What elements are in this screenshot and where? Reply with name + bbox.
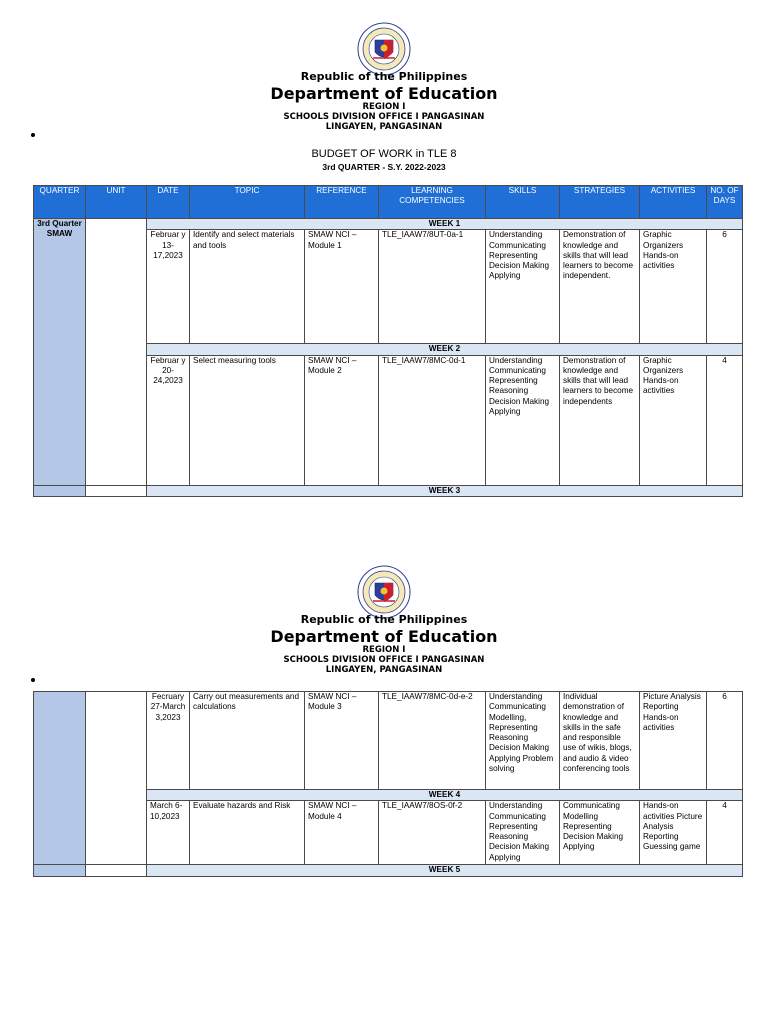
week-row [34, 219, 743, 230]
reference-cell: SMAW NCI – Module 1 [305, 230, 379, 344]
republic-heading: Republic of the Philippines [300, 613, 468, 626]
unit-cell [86, 219, 147, 486]
col-date: DATE [147, 186, 190, 219]
week-label: WEEK 1 [147, 219, 743, 230]
budget-of-work-table-continued [33, 691, 743, 877]
col-reference: REFERENCE [305, 186, 379, 219]
table-header-row [34, 186, 743, 219]
division-heading: SCHOOLS DIVISION OFFICE I PANGASINAN [283, 112, 485, 122]
competency-cell: TLE_IAAW7/8OS-0f-2 [379, 801, 486, 865]
date-cell: Februar y 20-24,2023 [147, 355, 190, 485]
skills-cell: Understanding Communicating Representing Reasoning Decision Making Applying [486, 355, 560, 485]
days-cell: 6 [707, 692, 743, 790]
activities-cell: Graphic Organizers Hands-on activities [640, 230, 707, 344]
strategies-cell: Individual demonstration of knowledge and skills in the safe and responsible use of wikis, blogs, and audio & video conferencing tools [560, 692, 640, 790]
region-heading: REGION I [362, 102, 406, 112]
strategies-cell: Demonstration of knowledge and skills that will lead learners to become independents [560, 355, 640, 485]
table-row [34, 692, 743, 790]
quarter-cell: 3rd Quarter SMAW [34, 219, 86, 486]
date-cell: Februar y 13-17,2023 [147, 230, 190, 344]
topic-cell: Select measuring tools [190, 355, 305, 485]
col-skills: SKILLS [486, 186, 560, 219]
page-2 [0, 540, 768, 1024]
bullet-marker [31, 678, 35, 682]
unit-cell [86, 485, 147, 496]
competency-cell: TLE_IAAW7/8MC-0d-1 [379, 355, 486, 485]
document-title: BUDGET OF WORK in TLE 8 [311, 148, 457, 160]
department-heading: Department of Education [270, 627, 498, 646]
location-heading: LINGAYEN, PANGASINAN [325, 122, 443, 132]
reference-cell: SMAW NCI – Module 3 [305, 692, 379, 790]
republic-heading: Republic of the Philippines [300, 70, 468, 83]
col-topic: TOPIC [190, 186, 305, 219]
region-heading: REGION I [362, 645, 406, 655]
days-cell: 6 [707, 230, 743, 344]
location-heading: LINGAYEN, PANGASINAN [325, 665, 443, 675]
col-activities: ACTIVITIES [640, 186, 707, 219]
competency-cell: TLE_IAAW7/8MC-0d-e-2 [379, 692, 486, 790]
reference-cell: SMAW NCI – Module 2 [305, 355, 379, 485]
activities-cell: Graphic Organizers Hands-on activities [640, 355, 707, 485]
deped-seal-icon [357, 22, 411, 76]
days-cell: 4 [707, 355, 743, 485]
col-competencies: LEARNING COMPETENCIES [379, 186, 486, 219]
unit-cell [86, 692, 147, 865]
quarter-cell [34, 865, 86, 876]
col-quarter: QUARTER [34, 186, 86, 219]
col-strategies: STRATEGIES [560, 186, 640, 219]
week-label: WEEK 2 [147, 344, 743, 355]
document-subtitle: 3rd QUARTER - S.Y. 2022-2023 [322, 162, 446, 172]
week-row [34, 865, 743, 876]
col-unit: UNIT [86, 186, 147, 219]
strategies-cell: Demonstration of knowledge and skills that will lead learners to become independent. [560, 230, 640, 344]
deped-seal-icon [357, 565, 411, 619]
week-label: WEEK 4 [147, 790, 743, 801]
activities-cell: Hands-on activities Picture Analysis Reporting Guessing game [640, 801, 707, 865]
days-cell: 4 [707, 801, 743, 865]
skills-cell: Understanding Communicating Representing Decision Making Applying [486, 230, 560, 344]
topic-cell: Carry out measurements and calculations [190, 692, 305, 790]
date-cell: Fecruary 27-March 3,2023 [147, 692, 190, 790]
unit-cell [86, 865, 147, 876]
division-heading: SCHOOLS DIVISION OFFICE I PANGASINAN [283, 655, 485, 665]
strategies-cell: Communicating Modelling Representing Decision Making Applying [560, 801, 640, 865]
activities-cell: Picture Analysis Reporting Hands-on activities [640, 692, 707, 790]
date-cell: March 6-10,2023 [147, 801, 190, 865]
competency-cell: TLE_IAAW7/8UT-0a-1 [379, 230, 486, 344]
week-label: WEEK 3 [147, 485, 743, 496]
budget-of-work-table [33, 185, 743, 497]
col-days: NO. OF DAYS [707, 186, 743, 219]
skills-cell: Understanding Communicating Modelling, Representing Reasoning Decision Making Applying Problem solving [486, 692, 560, 790]
department-heading: Department of Education [270, 84, 498, 103]
quarter-cell [34, 692, 86, 865]
week-row [34, 485, 743, 496]
topic-cell: Identify and select materials and tools [190, 230, 305, 344]
quarter-cell [34, 485, 86, 496]
week-label: WEEK 5 [147, 865, 743, 876]
bullet-marker [31, 133, 35, 137]
topic-cell: Evaluate hazards and Risk [190, 801, 305, 865]
skills-cell: Understanding Communicating Representing Reasoning Decision Making Applying [486, 801, 560, 865]
reference-cell: SMAW NCI – Module 4 [305, 801, 379, 865]
